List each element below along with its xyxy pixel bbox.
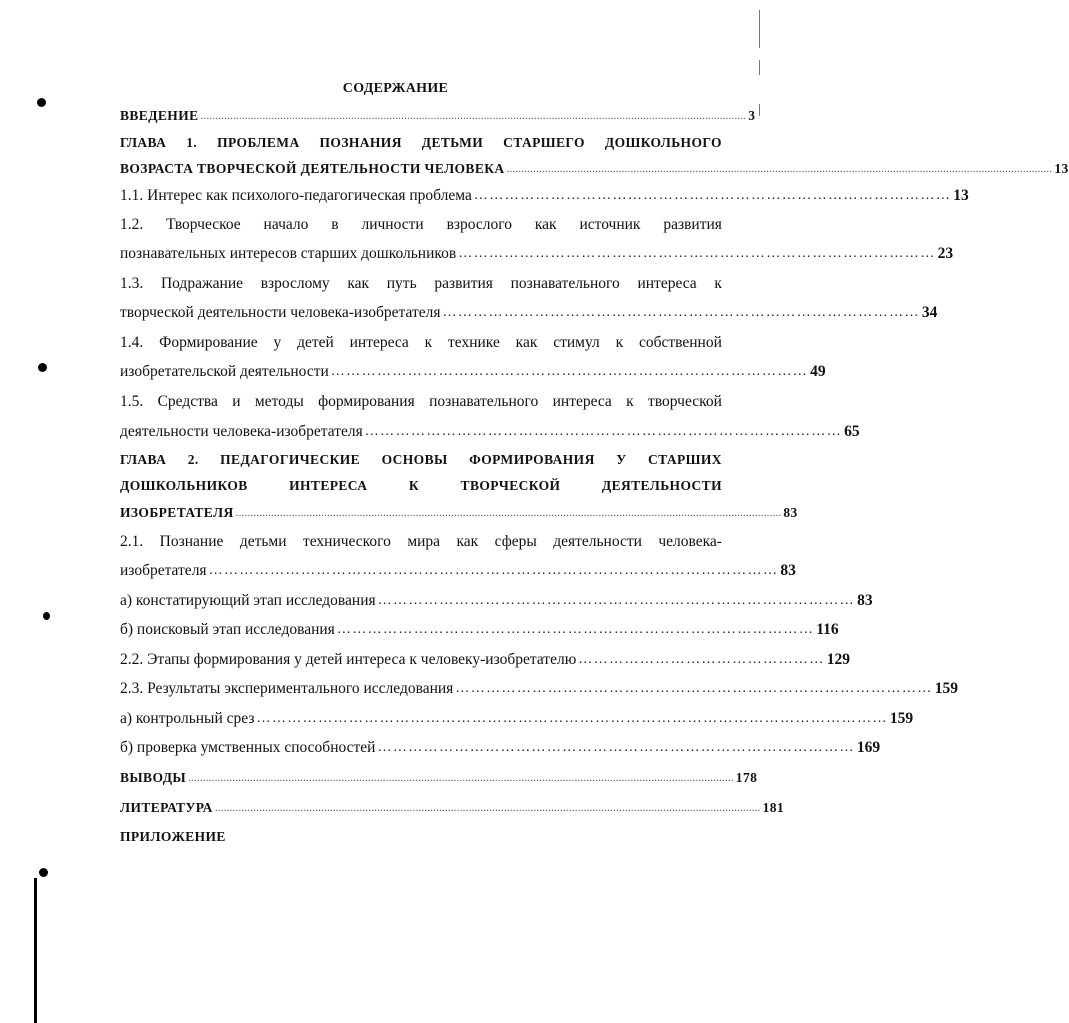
word: формирования [318,393,415,410]
word: 1.4. [120,334,144,351]
word: развития [663,216,722,233]
punch-hole-mark [38,363,47,372]
word: Познание [159,533,224,550]
word: стимул [553,334,600,351]
word: деятельности [553,533,642,550]
toc-entry-text: изобретательской деятельности [120,363,329,380]
toc-entry-text: ВЫВОДЫ [120,770,187,785]
word: 1.5. [120,393,144,410]
toc-page-number: 34 [921,304,938,321]
toc-entry-text: 1.1. Интерес как психолого-педагогическая проблема [120,187,472,204]
leader-dots: ......................................................................................................................................................................................... [188,772,734,784]
word: ФОРМИРОВАНИЯ [469,452,595,467]
word: 1.2. [120,216,144,233]
punch-hole-mark [39,868,48,877]
toc-entry-text: б) проверка умственных способностей [120,739,376,756]
toc-entry-1-2-line2[interactable] [120,242,954,264]
word: путь [386,275,417,292]
word: как [534,216,557,233]
word: творческой [648,393,722,410]
word: к [626,393,634,410]
toc-entry-text: ЛИТЕРАТУРА [120,800,213,815]
leader-dots: ......................................................................................................................................................................................... [214,802,761,814]
leader-dots: ………………………………………………………………………………… [455,681,933,696]
word: У [616,452,627,467]
toc-entry-2-3-b[interactable] [120,736,881,758]
word: к [615,334,624,351]
word: Средства [157,393,218,410]
word: ГЛАВА [120,452,167,467]
word: источник [579,216,641,233]
toc-entry-1-1[interactable] [120,184,969,206]
toc-entry-1-3-line2[interactable] [120,301,938,323]
toc-entry-conclusions[interactable] [120,766,758,788]
toc-page-number: 65 [844,423,860,440]
toc-entry-2-1-line1[interactable] [120,530,722,552]
word: как [515,334,538,351]
word: ГЛАВА [120,135,167,150]
word: 1.3. [120,275,144,292]
toc-entry-appendix[interactable] [120,825,722,847]
toc-entry-text: 2.3. Результаты экспериментального исследования [120,680,454,697]
scan-edge-line [34,878,37,1023]
toc-entry-text: б) поисковый этап исследования [120,621,335,638]
toc-entry-2-1-a[interactable] [120,589,873,611]
toc-entry-2-3-a[interactable] [120,707,914,729]
leader-dots: ………………………………………………………………………………… [458,246,936,261]
toc-entry-text: ВВЕДЕНИЕ [120,108,199,123]
word: личности [361,216,424,233]
toc-entry-text: деятельности человека-изобретателя [120,423,363,440]
toc-page-number: 23 [937,245,954,262]
word: технического [302,533,391,550]
word: Формирование [159,334,258,351]
toc-page-number: 159 [889,710,914,727]
toc-entry-text: ИЗОБРЕТАТЕЛЯ [120,505,234,520]
toc-page-number: 159 [934,680,958,697]
word: технике [448,334,500,351]
toc-entry-1-2-line1[interactable] [120,213,722,235]
word: к [714,275,722,292]
toc-entry-text: изобретателя [120,562,207,579]
toc-entry-text: ПРИЛОЖЕНИЕ [120,829,226,844]
leader-dots: ………………………………………………………………………………… [364,424,843,439]
word: к [424,334,433,351]
word: 1. [186,135,198,150]
word: СТАРШЕГО [503,135,585,150]
toc-entry-text: ВОЗРАСТА ТВОРЧЕСКОЙ ДЕЯТЕЛЬНОСТИ ЧЕЛОВЕКА [120,161,505,176]
leader-dots: ………………………………………………………………………………………………… [208,563,779,578]
word: ДОШКОЛЬНИКОВ [120,478,248,493]
punch-hole-mark [37,98,46,107]
toc-page-number: 49 [810,363,826,380]
word: как [347,275,370,292]
word: методы [254,393,304,410]
word: детьми [239,533,287,550]
toc-entry-1-5-line1[interactable] [120,390,722,412]
toc-entry-1-4-line1[interactable] [120,331,722,353]
toc-page-number: 83 [780,562,796,579]
leader-dots: ………………………………………………………………………………… [336,622,815,637]
toc-entry-2-3[interactable] [120,677,958,699]
word: ДОШКОЛЬНОГО [604,135,722,150]
word: интереса [637,275,697,292]
leader-dots: …………………………………………………………………………………………………………… [256,711,888,726]
toc-entry-text: познавательных интересов старших дошкольников [120,245,457,262]
scan-edge-line [759,10,760,48]
word: у [273,334,282,351]
word: познавательного [510,275,620,292]
toc-entry-1-4-line2[interactable] [120,360,826,382]
leader-dots: ………………………………………………………………………………… [473,188,952,203]
toc-entry-text: творческой деятельности человека-изобретателя [120,304,441,321]
toc-page-number: 169 [856,739,881,756]
word: ПРОБЛЕМА [217,135,300,150]
word: ДЕТЬМИ [421,135,484,150]
word: Подражание [160,275,244,292]
toc-page-number: 13 [1054,161,1069,176]
word: в [331,216,339,233]
toc-entry-1-5-line2[interactable] [120,420,860,442]
word: человека- [658,533,722,550]
scan-edge-line [759,104,760,116]
toc-entry-chapter-2-line1[interactable] [120,448,722,470]
word: 2.1. [120,533,144,550]
word: 2. [187,452,199,467]
toc-page-number: 116 [816,621,839,638]
leader-dots: ......................................................................................................................................................................................... [200,110,747,122]
toc-entry-text: а) констатирующий этап исследования [120,592,376,609]
leader-dots: ………………………………………………………………………………… [330,364,809,379]
toc-page-number: 178 [735,770,758,785]
leader-dots: ………………………………………………………………………………… [377,740,855,755]
word: СТАРШИХ [647,452,722,467]
word: интереса [552,393,612,410]
word: интереса [349,334,409,351]
word: взрослого [446,216,512,233]
toc-entry-chapter-1-line1[interactable] [120,131,722,153]
toc-entry-text: 2.2. Этапы формирования у детей интереса к человеку-изобретателю [120,651,577,668]
leader-dots: ......................................................................................................................................................................................... [506,163,1053,175]
toc-entry-chapter-2-line3[interactable] [120,501,798,523]
word: как [456,533,479,550]
toc-entry-2-2[interactable] [120,648,850,670]
toc-entry-literature[interactable] [120,796,785,818]
word: познавательного [429,393,539,410]
toc-page-number: 3 [748,108,756,123]
punch-hole-mark [43,612,50,620]
word: ОСНОВЫ [381,452,448,467]
toc-entry-text: а) контрольный срез [120,710,255,727]
word: ПОЗНАНИЯ [319,135,402,150]
word: начало [263,216,309,233]
word: ДЕЯТЕЛЬНОСТИ [601,478,722,493]
toc-entry-intro[interactable] [120,104,756,126]
word: сферы [494,533,537,550]
word: ТВОРЧЕСКОЙ [460,478,561,493]
toc-page-number: 83 [857,592,873,609]
toc-entry-1-3-line1[interactable] [120,272,722,294]
word: детей [297,334,334,351]
leader-dots: ………………………………………………………………………………… [377,593,856,608]
toc-page-number: 83 [783,505,798,520]
toc-page-number: 129 [826,651,850,668]
toc-entry-chapter-2-line2[interactable] [120,474,722,496]
leader-dots: ………………………………………… [578,652,825,667]
toc-page-number: 181 [762,800,785,815]
word: ИНТЕРЕСА [289,478,368,493]
word: собственной [638,334,722,351]
word: ПЕДАГОГИЧЕСКИЕ [220,452,361,467]
word: мира [407,533,441,550]
scan-edge-line [759,60,760,75]
toc-page-number: 13 [953,187,969,204]
word: К [408,478,420,493]
word: взрослому [260,275,330,292]
toc-title: СОДЕРЖАНИЕ [342,81,449,96]
toc-entry-2-1-line2[interactable] [120,559,796,581]
word: и [232,393,241,410]
leader-dots: ......................................................................................................................................................................................... [235,507,782,519]
leader-dots: ………………………………………………………………………………… [442,305,920,320]
word: Творческое [166,216,241,233]
word: развития [434,275,493,292]
toc-entry-2-1-b[interactable] [120,618,839,640]
toc-entry-chapter-1-line2[interactable] [120,157,1069,179]
